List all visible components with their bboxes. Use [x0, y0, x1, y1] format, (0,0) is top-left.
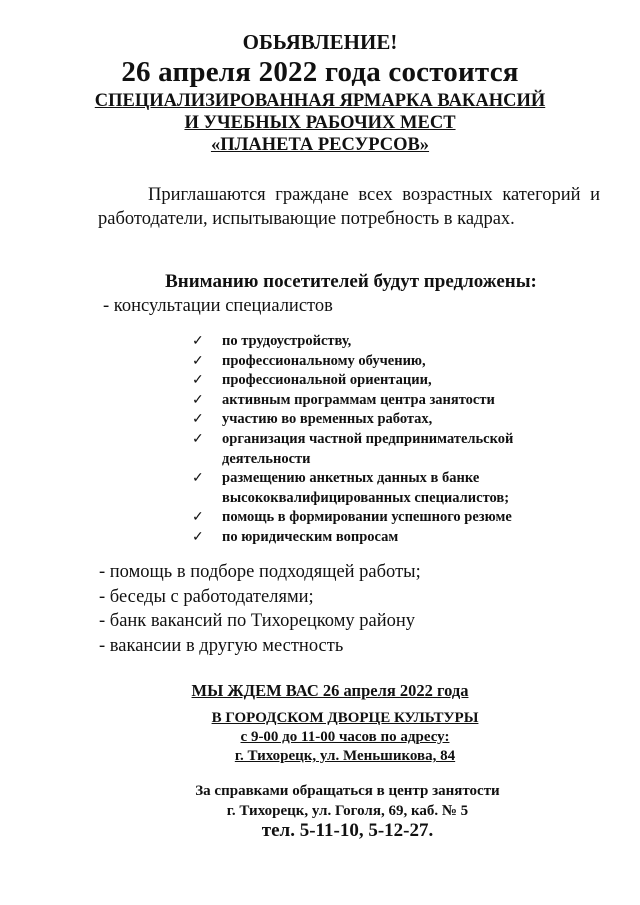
checkmark-icon: ✓: [192, 431, 204, 447]
list-item: - беседы с работодателями;: [99, 586, 314, 607]
services-list: [99, 560, 421, 658]
list-item: ✓ активным программам центра занятости: [192, 391, 592, 411]
checkmark-icon: ✓: [192, 353, 204, 369]
list-item: ✓ профессиональному обучению,: [192, 352, 592, 372]
announcement-title: ОБЬЯВЛЕНИЕ!: [242, 30, 398, 54]
checkmark-icon: ✓: [192, 373, 204, 389]
venue-block: [0, 709, 640, 766]
consultations-line: - консультации специалистов: [103, 296, 333, 316]
invitation-title: МЫ ЖДЕМ ВАС 26 апреля 2022 года: [191, 681, 469, 700]
event-date-title: 26 апреля 2022 года состоится: [121, 56, 519, 88]
phone-numbers: тел. 5-11-10, 5-12-27.: [261, 820, 434, 841]
contact-address: г. Тихорецк, ул. Гоголя, 69, каб. № 5: [226, 803, 469, 819]
intro-paragraph: Приглашаются граждане всех возрастных категорий и работодатели, испытывающие потребность в кадрах.: [98, 185, 600, 229]
list-item: ✓ профессиональной ориентации,: [192, 371, 592, 391]
list-item: - вакансии в другую местность: [99, 635, 344, 656]
fair-title-line2: И УЧЕБНЫХ РАБОЧИХ МЕСТ: [184, 113, 456, 133]
checkmark-icon: ✓: [192, 412, 204, 428]
venue-line: В ГОРОДСКОМ ДВОРЦЕ КУЛЬТУРЫ: [211, 710, 479, 726]
checkmark-icon: ✓: [192, 529, 204, 545]
contact-line: За справками обращаться в центр занятости: [195, 783, 500, 799]
fair-title-line1: СПЕЦИАЛИЗИРОВАННАЯ ЯРМАРКА ВАКАНСИЙ: [94, 91, 546, 111]
fair-title-block: [0, 90, 640, 156]
list-item: - помощь в подборе подходящей работы;: [99, 562, 421, 582]
fair-name: «ПЛАНЕТА РЕСУРСОВ»: [210, 135, 430, 155]
checkmark-icon: ✓: [192, 392, 204, 408]
list-item: - банк вакансий по Тихорецкому району: [99, 611, 416, 631]
offers-heading: Вниманию посетителей будут предложены:: [165, 271, 537, 292]
list-item: ✓ помощь в формировании успешного резюме: [192, 508, 592, 528]
checkmark-icon: ✓: [192, 510, 204, 526]
list-item: ✓ организация частной предпринимательской деятельности: [192, 430, 514, 467]
venue-address: г. Тихорецк, ул. Меньшикова, 84: [234, 748, 456, 764]
list-item: ✓ по трудоустройству,: [192, 332, 592, 352]
list-item: ✓ по юридическим вопросам: [192, 528, 592, 548]
list-item: ✓ размещению анкетных данных в банке высококвалифицированных специалистов;: [192, 470, 510, 506]
list-item: ✓ участию во временных работах,: [192, 410, 592, 430]
checkmark-icon: ✓: [192, 334, 204, 349]
venue-hours: с 9-00 до 11-00 часов по адресу:: [240, 729, 450, 745]
checkmark-icon: ✓: [192, 471, 204, 487]
contact-block: [0, 781, 640, 821]
consultation-topics-list: [192, 332, 592, 548]
